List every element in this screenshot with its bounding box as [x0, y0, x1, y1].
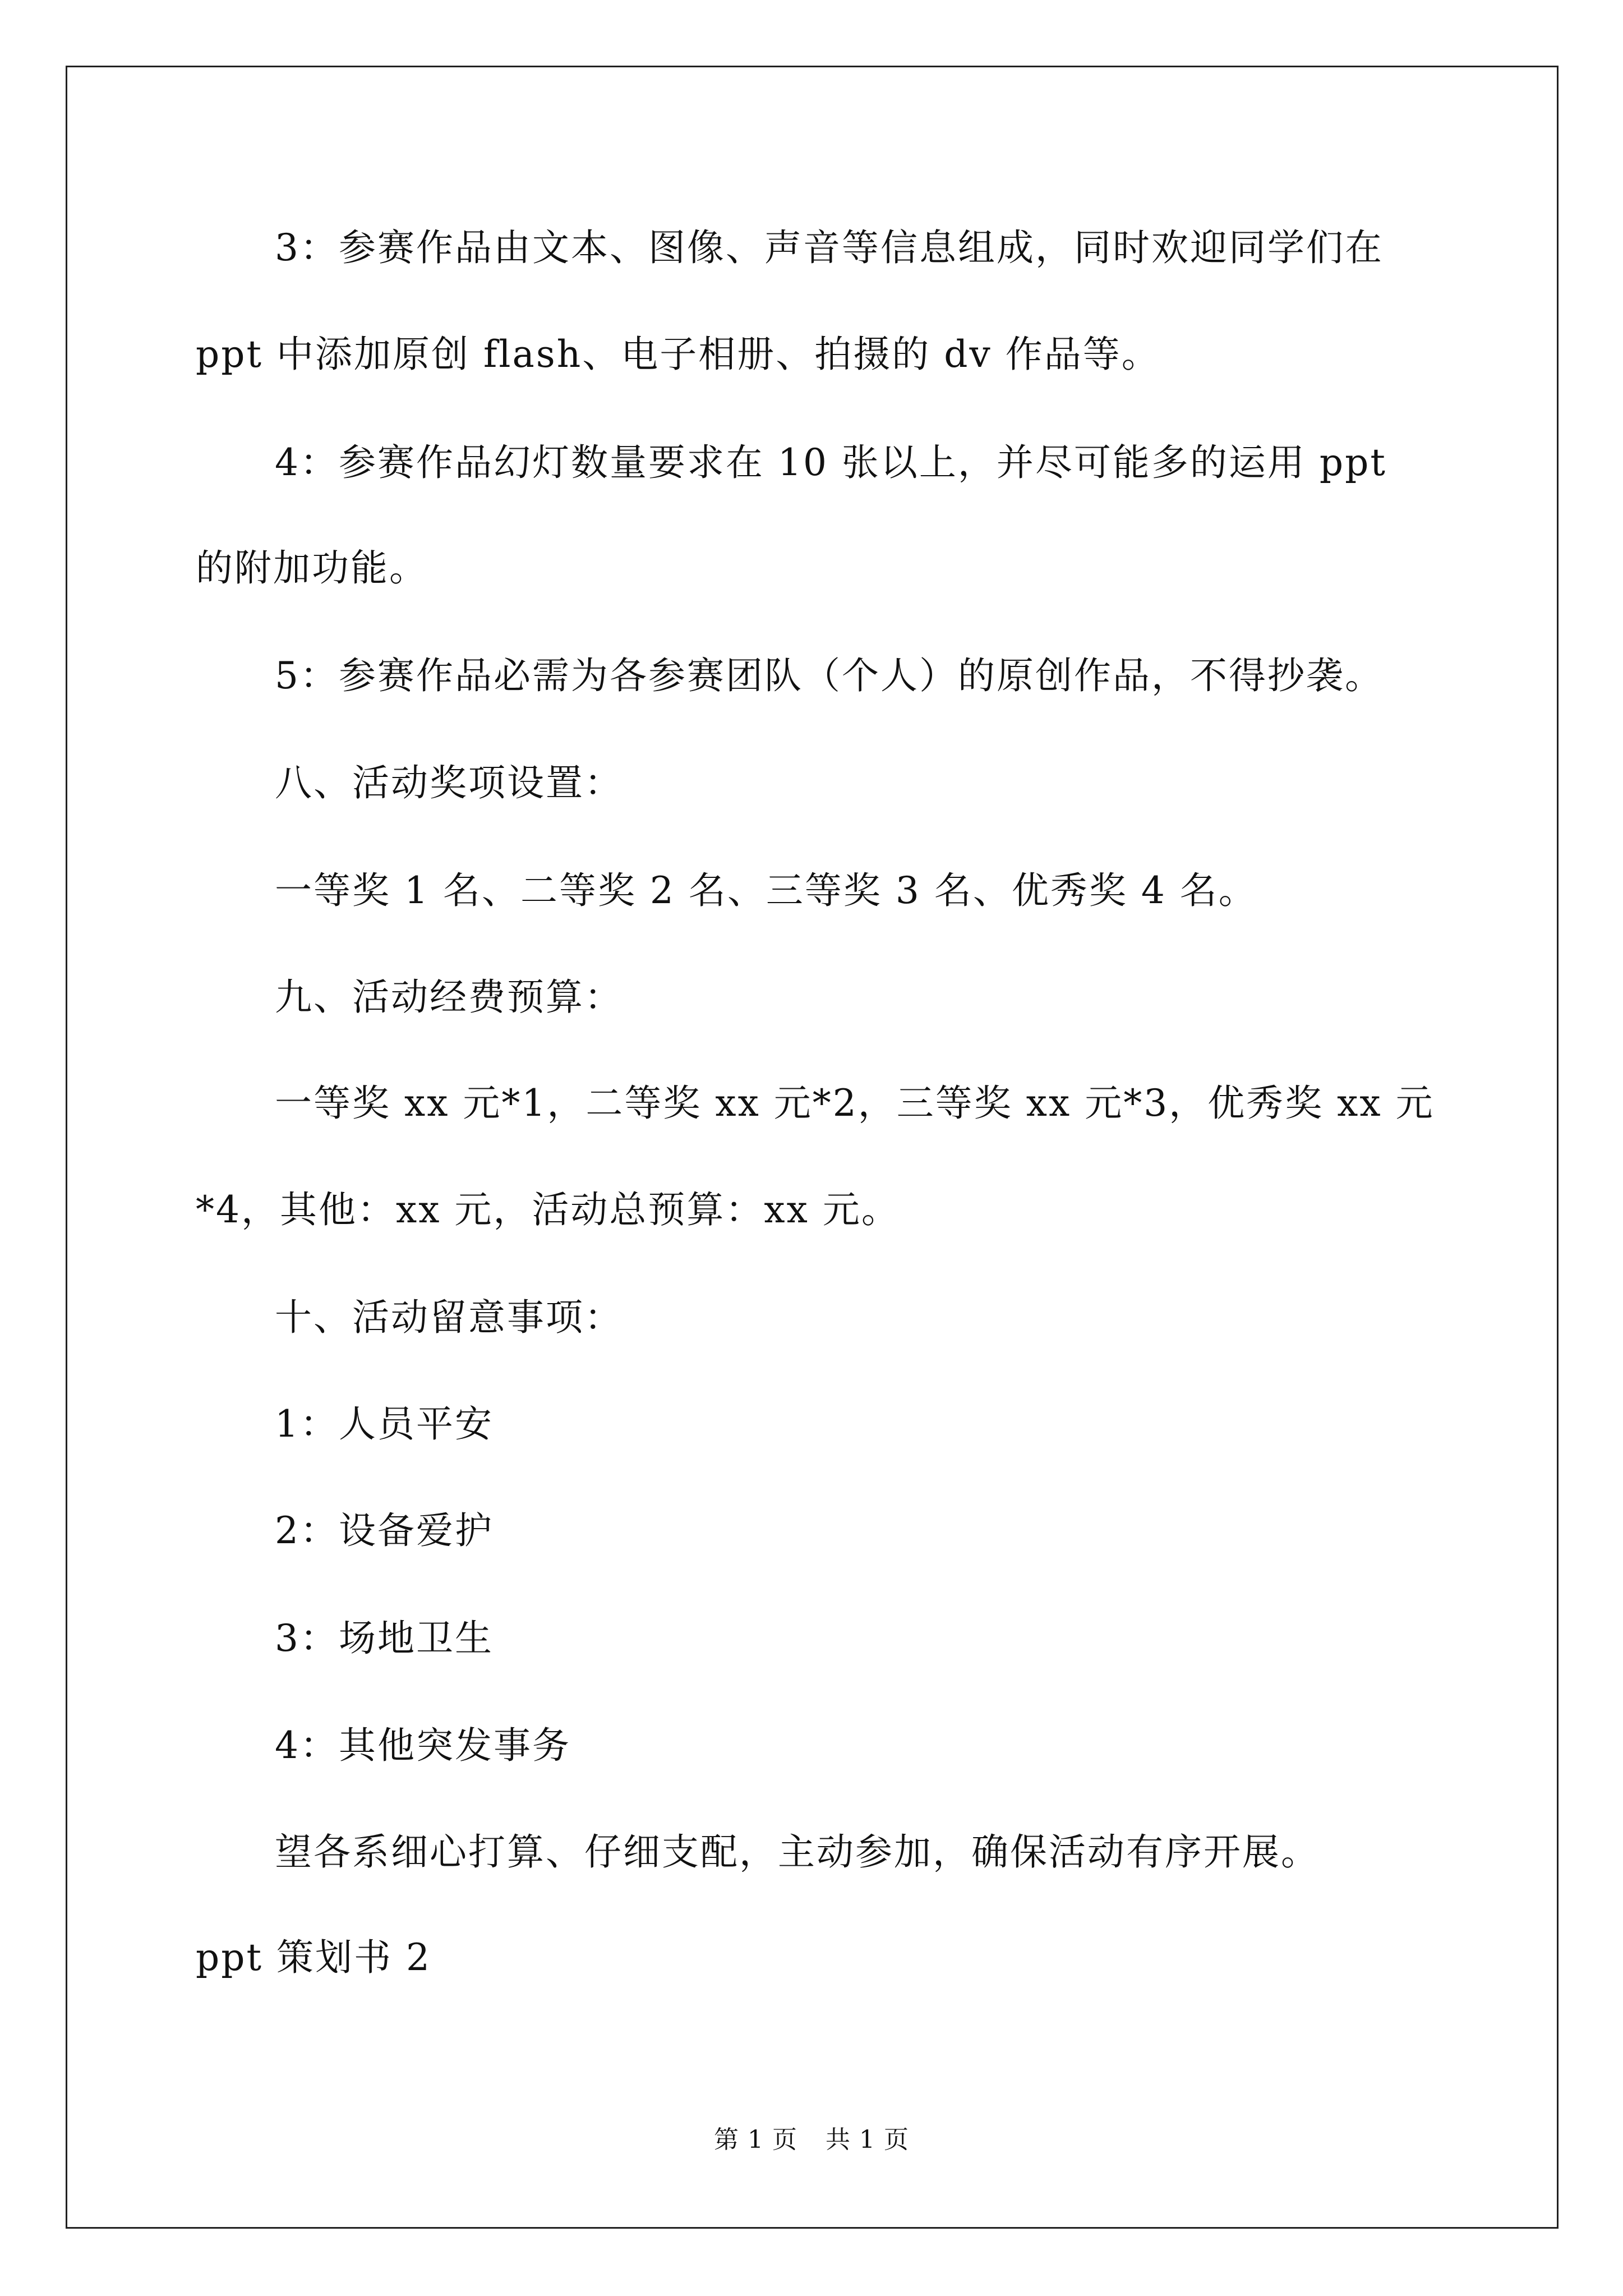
list-item-1: 1：人员平安: [275, 1402, 494, 1446]
text-line-3: 4：参赛作品幻灯数量要求在 10 张以上，并尽可能多的运用 ppt: [275, 441, 1387, 484]
page-border: [66, 66, 1559, 2229]
text-line-9: 一等奖 xx 元*1，二等奖 xx 元*2，三等奖 xx 元*3，优秀奖 xx 元: [275, 1082, 1435, 1125]
list-item-3: 3：场地卫生: [275, 1617, 494, 1660]
list-item-2: 2：设备爱护: [275, 1509, 494, 1552]
page-number: 第 1 页: [714, 2125, 797, 2154]
section-heading-8: 八、活动奖项设置：: [275, 761, 623, 804]
text-line-17: ppt 策划书 2: [196, 1936, 431, 1979]
text-line-7: 一等奖 1 名、二等奖 2 名、三等奖 3 名、优秀奖 4 名。: [275, 869, 1257, 912]
text-line-10: *4，其他：xx 元，活动总预算：xx 元。: [196, 1188, 900, 1231]
section-heading-10: 十、活动留意事项：: [275, 1296, 623, 1339]
text-line-16: 望各系细心打算、仔细支配，主动参加，确保活动有序开展。: [275, 1830, 1320, 1874]
text-line-2: ppt 中添加原创 flash、电子相册、拍摄的 dv 作品等。: [196, 333, 1160, 376]
page-total: 共 1 页: [826, 2125, 909, 2154]
text-line-5: 5：参赛作品必需为各参赛团队（个人）的原创作品，不得抄袭。: [275, 654, 1384, 697]
section-heading-9: 九、活动经费预算：: [275, 976, 623, 1019]
list-item-4: 4：其他突发事务: [275, 1724, 571, 1767]
text-line-4: 的附加功能。: [196, 546, 428, 590]
page-footer: [0, 2123, 1623, 2157]
text-line-1: 3：参赛作品由文本、图像、声音等信息组成，同时欢迎同学们在: [275, 226, 1384, 269]
